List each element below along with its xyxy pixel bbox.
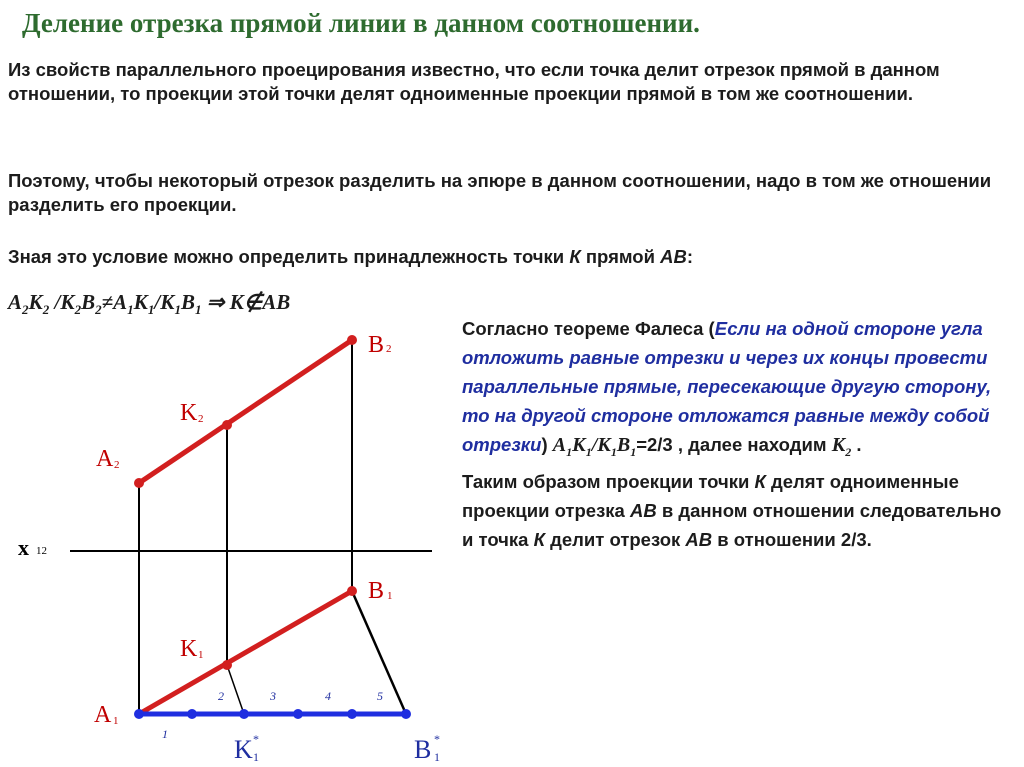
division-mark-5 (401, 709, 411, 719)
label-k2-sub: 2 (198, 413, 204, 425)
division-mark-1 (187, 709, 197, 719)
division-mark-2 (239, 709, 249, 719)
division-number-3: 3 (270, 689, 276, 703)
axis-label: x (18, 535, 29, 560)
division-number-5: 5 (377, 689, 383, 703)
point-a2 (134, 478, 144, 488)
division-number-2: 2 (218, 689, 224, 703)
label-b1-star-sub: 1 (434, 750, 440, 764)
label-k1-star-mark: * (253, 732, 259, 746)
segment-a1-b1 (139, 591, 352, 714)
label-a2-sub: 2 (114, 459, 120, 471)
label-a1: A (94, 702, 112, 728)
label-b1: B (368, 578, 385, 604)
label-a1-sub: 1 (113, 715, 119, 727)
label-k1-sub: 1 (198, 649, 204, 661)
segment-a2-b2 (139, 340, 352, 483)
point-k1 (222, 660, 232, 670)
thales-quote: Если на одной стороне угла отложить равные отрезки и через их концы провести параллельные прямые, пересекающие другую сторону, то на другой стороне отложатся равные между собой отрезки (462, 318, 992, 455)
paragraph-membership-condition: Зная это условие можно определить принадлежность точки К прямой АВ: (8, 246, 694, 267)
division-mark-4 (347, 709, 357, 719)
thales-theorem-text: Согласно теореме Фалеса (Если на одной стороне угла отложить равные отрезки и через их концы провести параллельные прямые, пересекающие другую сторону, то на другой стороне отложатся равные между собой отрезки) $А_1К_1/К_1В_1=2/3$ , далее находим $К_2$ . Таким образом проекции точки К делят одноименные проекции отрезка АВ в данном отношении следовательно и точка К делит отрезок АВ в отношении 2/3. (462, 318, 1002, 550)
point-b2 (347, 335, 357, 345)
point-a1 (134, 709, 144, 719)
label-b2-sub: 2 (386, 343, 392, 355)
axis-label-sub: 12 (36, 545, 47, 557)
label-k2: K (180, 400, 198, 426)
label-b1-sub: 1 (387, 590, 393, 602)
label-b1-star-mark: * (434, 732, 440, 746)
page-title: Деление отрезка прямой линии в данном соотношении. (22, 8, 700, 38)
label-k1-star: K (234, 735, 253, 764)
point-k2 (222, 420, 232, 430)
label-k1-star-sub: 1 (253, 750, 259, 764)
label-b1-star: B (414, 735, 432, 764)
paragraph-division-rule: Поэтому, чтобы некоторый отрезок разделить на эпюре в данном соотношении, надо в том же отношении разделить его проекции. (8, 170, 992, 215)
label-a2: A (96, 446, 114, 472)
division-number-1: 1 (162, 727, 168, 741)
division-number-4: 4 (325, 689, 331, 703)
point-b1 (347, 586, 357, 596)
ratio-formula: $А_2К_2$ $/К_2В_2\ne А_1К_1/К_1В_1$ ⇒ К∉АВ (8, 290, 291, 318)
division-mark-3 (293, 709, 303, 719)
label-b2: B (368, 332, 385, 358)
line-div2-k1 (227, 665, 244, 714)
label-k1: K (180, 636, 198, 662)
paragraph-parallel-projection: Из свойств параллельного проецирования известно, что если точка делит отрезок прямой в данном отношении, то проекции этой точки делят одноименные проекции прямой в том же соотношении. (8, 59, 940, 104)
